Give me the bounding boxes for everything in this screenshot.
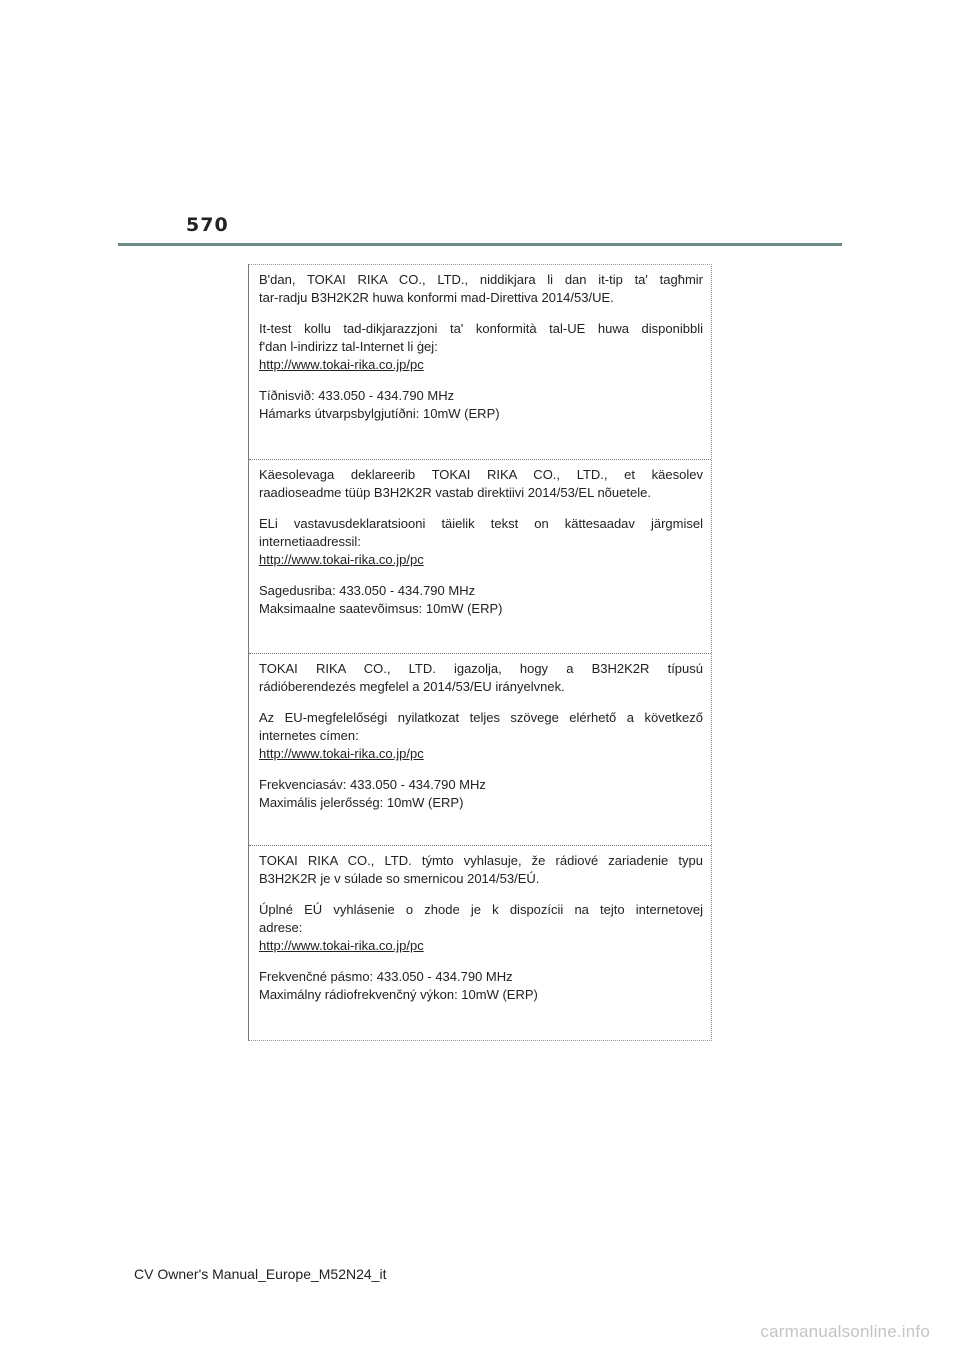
page-number: 570	[186, 214, 229, 236]
declaration-statement-line: B'dan, TOKAI RIKA CO., LTD., niddikjara li dan it-tip ta' tagħmir	[259, 272, 703, 287]
max-power-text: Hámarks útvarpsbylgjutíðni: 10mW (ERP)	[259, 406, 500, 421]
declaration-url-link[interactable]: http://www.tokai-rika.co.jp/pc	[259, 746, 424, 761]
declaration-section-maltese	[249, 271, 711, 451]
frequency-band-text: Sagedusriba: 433.050 - 434.790 MHz	[259, 583, 476, 598]
declaration-statement-line: B3H2K2R je v súlade so smernicou 2014/53/EÚ.	[259, 871, 540, 886]
declaration-availability-line: internetiaadressil:	[259, 534, 361, 549]
max-power-text: Maximális jelerősség: 10mW (ERP)	[259, 795, 464, 810]
declaration-availability-line: adrese:	[259, 920, 303, 935]
declaration-url-link[interactable]: http://www.tokai-rika.co.jp/pc	[259, 938, 424, 953]
site-watermark: carmanualsonline.info	[760, 1322, 930, 1341]
declaration-availability-line: internetes címen:	[259, 728, 359, 743]
declaration-section-slovak	[249, 845, 711, 1039]
declaration-statement-line: rádióberendezés megfelel a 2014/53/EU irányelvnek.	[259, 679, 565, 694]
declaration-statement-line: TOKAI RIKA CO., LTD. igazolja, hogy a B3H2K2R típusú	[259, 661, 703, 676]
header-rule	[118, 243, 842, 246]
declaration-availability-line: Úplné EÚ vyhlásenie o zhode je k dispozícii na tejto internetovej	[259, 902, 703, 917]
declaration-url-link[interactable]: http://www.tokai-rika.co.jp/pc	[259, 552, 424, 567]
declaration-scan-box	[248, 264, 712, 1041]
declaration-statement-line: tar-radju B3H2K2R huwa konformi mad-Direttiva 2014/53/UE.	[259, 290, 614, 305]
frequency-band-text: Frekvenciasáv: 433.050 - 434.790 MHz	[259, 777, 486, 792]
declaration-availability-line: f'dan l-indirizz tal-Internet li ġej:	[259, 339, 438, 354]
frequency-band-text: Frekvenčné pásmo: 433.050 - 434.790 MHz	[259, 969, 513, 984]
manual-footer: CV Owner's Manual_Europe_M52N24_it	[134, 1266, 387, 1282]
declaration-url-link[interactable]: http://www.tokai-rika.co.jp/pc	[259, 357, 424, 372]
declaration-section-hungarian	[249, 653, 711, 843]
declaration-statement-line: raadioseadme tüüp B3H2K2R vastab direktiivi 2014/53/EL nõuetele.	[259, 485, 651, 500]
declaration-availability-line: It-test kollu tad-dikjarazzjoni ta' konformità tal-UE huwa disponibbli	[259, 321, 703, 336]
declaration-section-estonian	[249, 459, 711, 655]
declaration-statement-line: TOKAI RIKA CO., LTD. týmto vyhlasuje, že rádiové zariadenie typu	[259, 853, 703, 868]
frequency-band-text: Tíðnisvið: 433.050 - 434.790 MHz	[259, 388, 455, 403]
declaration-statement-line: Käesolevaga deklareerib TOKAI RIKA CO., LTD., et käesolev	[259, 467, 703, 482]
declaration-availability-line: Az EU-megfelelőségi nyilatkozat teljes szövege elérhető a következő	[259, 710, 703, 725]
max-power-text: Maximálny rádiofrekvenčný výkon: 10mW (ERP)	[259, 987, 538, 1002]
max-power-text: Maksimaalne saatevõimsus: 10mW (ERP)	[259, 601, 503, 616]
declaration-availability-line: ELi vastavusdeklaratsiooni täielik tekst on kättesaadav järgmisel	[259, 516, 703, 531]
